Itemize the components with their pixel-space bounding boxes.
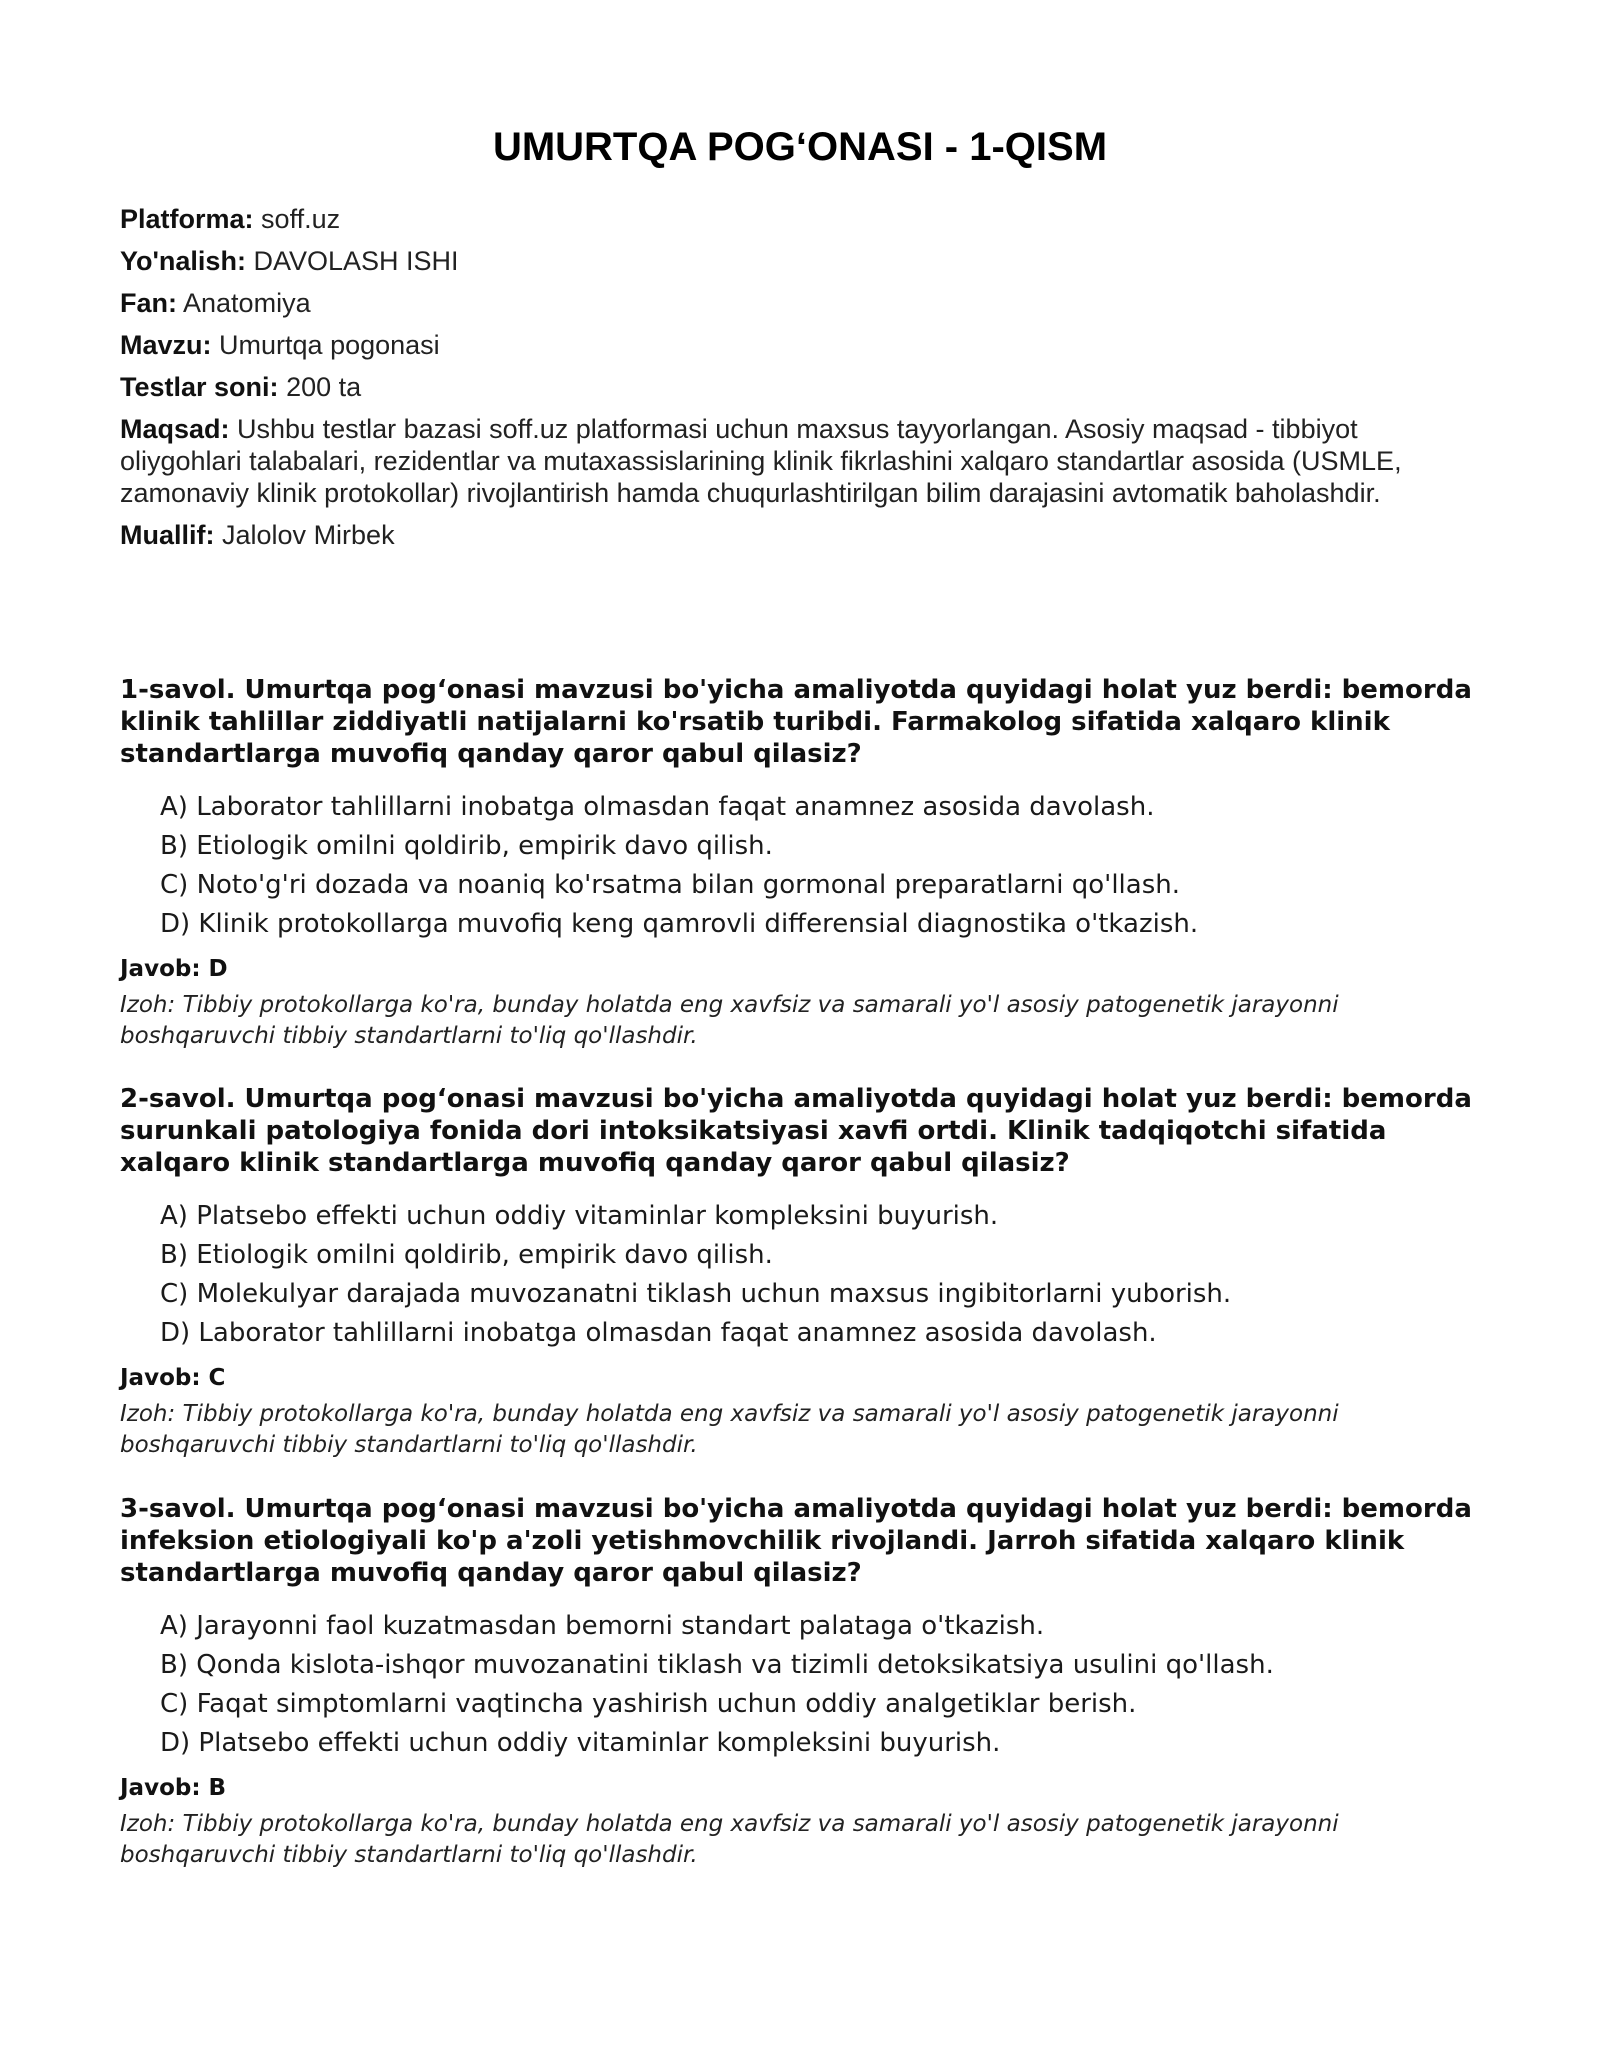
answer-key: Javob: B [120,1775,227,1801]
meta-mavzu [120,329,1480,361]
question-2 [120,1083,1480,1461]
option-d: D) Laborator tahlillarni inobatga olmasdan faqat anamnez asosida davolash. [160,1318,1157,1348]
meta-maqsad-value: Ushbu testlar bazasi soff.uz platformasi uchun maxsus tayyorlangan. Asosiy maqsad - tibbiyot oliygohlari talabalari, rezidentlar va mutaxassislarining klinik fikrlashini xalqaro standartlar asosida (USMLE, zamonaviy klinik protokollar) rivojlantirish hamda chuqurlashtirilgan bilim darajasini avtomatik baholashdir. [120,414,1402,508]
answer-key: Javob: C [120,1365,226,1391]
meta-muallif [120,519,1480,551]
option-a: A) Laborator tahlillarni inobatga olmasdan faqat anamnez asosida davolash. [160,792,1155,822]
option-c: C) Molekulyar darajada muvozanatni tiklash uchun maxsus ingibitorlarni yuborish. [160,1279,1232,1309]
meta-muallif-label: Muallif: [120,520,215,550]
meta-platforma-value: soff.uz [261,204,341,234]
question-text: 3-savol. Umurtqa pog‘onasi mavzusi bo'yicha amaliyotda quyidagi holat yuz berdi: bemorda infeksion etiologiyali ko'p a'zoli yetishmovchilik rivojlandi. Jarroh sifatida xalqaro klinik standartlarga muvofiq qanday qaror qabul qilasiz? [120,1494,1472,1588]
meta-mavzu-label: Mavzu: [120,330,212,360]
question-text: 2-savol. Umurtqa pog‘onasi mavzusi bo'yicha amaliyotda quyidagi holat yuz berdi: bemorda surunkali patologiya fonida dori intoksikatsiyasi xavfi ortdi. Klinik tadqiqotchi sifatida xalqaro klinik standartlarga muvofiq qanday qaror qabul qilasiz? [120,1084,1472,1178]
answer-options [120,788,1480,944]
option-b: B) Etiologik omilni qoldirib, empirik davo qilish. [160,831,773,861]
meta-yonalish-label: Yo'nalish: [120,246,246,276]
metadata-block [120,203,1480,561]
explanation-note: Izoh: Tibbiy protokollarga ko'ra, bunday holatda eng xavfsiz va samarali yo'l asosiy patogenetik jarayonni boshqaruvchi tibbiy standartlarni to'liq qo'llashdir. [120,1401,1339,1458]
answer-options [120,1197,1480,1353]
question-3 [120,1493,1480,1871]
option-a: A) Platsebo effekti uchun oddiy vitaminlar kompleksini buyurish. [160,1201,999,1231]
meta-maqsad-label: Maqsad: [120,414,230,444]
meta-fan-label: Fan: [120,288,177,318]
answer-key: Javob: D [120,956,228,982]
option-d: D) Platsebo effekti uchun oddiy vitaminlar kompleksini buyurish. [160,1728,1001,1758]
meta-testlar-soni [120,371,1480,403]
meta-testlar-value: 200 ta [286,372,362,402]
meta-fan-value: Anatomiya [183,288,311,318]
option-c: C) Noto'g'ri dozada va noaniq ko'rsatma bilan gormonal preparatlarni qo'llash. [160,870,1180,900]
option-b: B) Etiologik omilni qoldirib, empirik davo qilish. [160,1240,773,1270]
option-d: D) Klinik protokollarga muvofiq keng qamrovli differensial diagnostika o'tkazish. [160,909,1199,939]
option-a: A) Jarayonni faol kuzatmasdan bemorni standart palataga o'tkazish. [160,1611,1045,1641]
meta-yonalish-value: DAVOLASH ISHI [253,246,459,276]
meta-muallif-value: Jalolov Mirbek [222,520,395,550]
question-1 [120,674,1480,1052]
meta-testlar-label: Testlar soni: [120,372,279,402]
question-text: 1-savol. Umurtqa pog‘onasi mavzusi bo'yicha amaliyotda quyidagi holat yuz berdi: bemorda klinik tahlillar ziddiyatli natijalarni ko'rsatib turibdi. Farmakolog sifatida xalqaro klinik standartlarga muvofiq qanday qaror qabul qilasiz? [120,675,1472,769]
document-title: UMURTQA POG‘ONASI - 1-QISM [492,125,1108,169]
explanation-note: Izoh: Tibbiy protokollarga ko'ra, bunday holatda eng xavfsiz va samarali yo'l asosiy patogenetik jarayonni boshqaruvchi tibbiy standartlarni to'liq qo'llashdir. [120,992,1339,1049]
meta-fan [120,287,1480,319]
explanation-note: Izoh: Tibbiy protokollarga ko'ra, bunday holatda eng xavfsiz va samarali yo'l asosiy patogenetik jarayonni boshqaruvchi tibbiy standartlarni to'liq qo'llashdir. [120,1811,1339,1868]
option-c: C) Faqat simptomlarni vaqtincha yashirish uchun oddiy analgetiklar berish. [160,1689,1137,1719]
option-b: B) Qonda kislota-ishqor muvozanatini tiklash va tizimli detoksikatsiya usulini qo'llash. [160,1650,1274,1680]
meta-platforma-label: Platforma: [120,204,254,234]
meta-maqsad [120,413,1480,509]
meta-platforma [120,203,1480,235]
meta-mavzu-value: Umurtqa pogonasi [219,330,440,360]
answer-options [120,1607,1480,1763]
meta-yonalish [120,245,1480,277]
